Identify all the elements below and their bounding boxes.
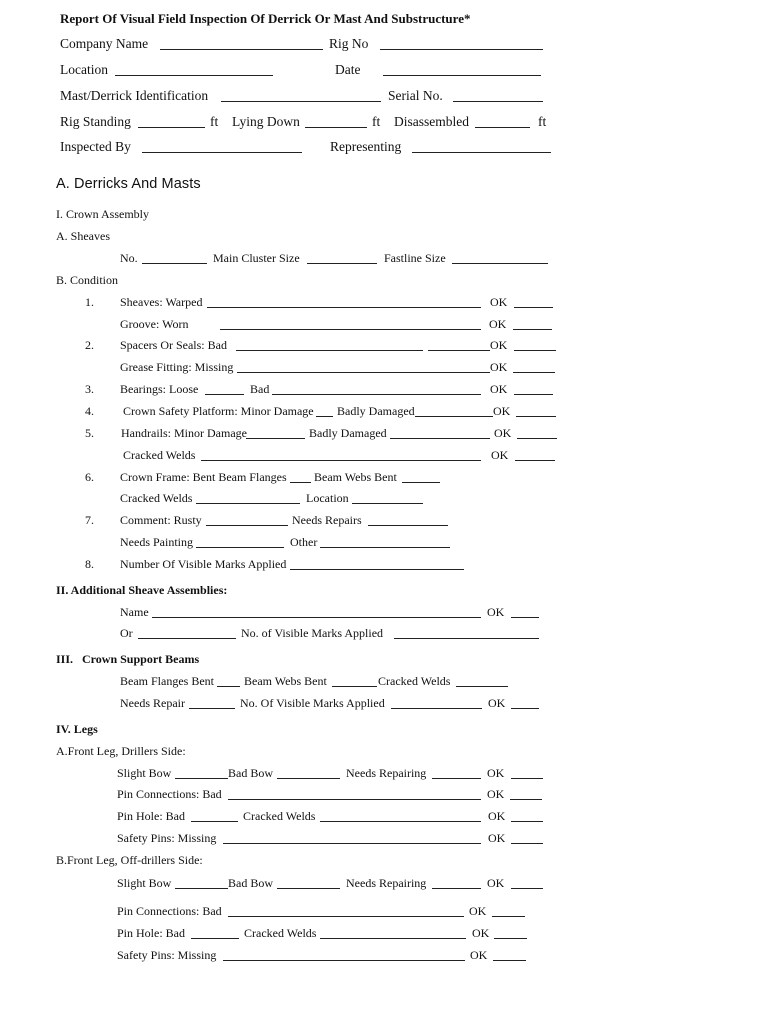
date-label: Date: [335, 62, 361, 77]
spacers-field[interactable]: [236, 350, 423, 351]
ok-label: OK: [493, 404, 511, 418]
front-drillers-heading: A.Front Leg, Drillers Side:: [56, 744, 186, 758]
ok-field[interactable]: [516, 416, 556, 417]
company-rig-row: [0, 37, 768, 57]
ok-field[interactable]: [517, 438, 557, 439]
ok-label: OK: [487, 876, 505, 890]
bad-bow-label: Bad Bow: [228, 876, 273, 890]
item-number: 4.: [85, 404, 94, 418]
frame-cracked-welds-field[interactable]: [196, 503, 300, 504]
cracked-welds-label: Cracked Welds: [243, 809, 316, 823]
needs-painting-label: Needs Painting: [120, 535, 193, 549]
front-off-drillers-heading: B.Front Leg, Off-drillers Side:: [56, 853, 203, 867]
ok-label: OK: [487, 766, 505, 780]
sheaves-row: [0, 229, 768, 249]
visible-marks-field[interactable]: [290, 569, 464, 570]
needs-repair-field[interactable]: [189, 708, 235, 709]
company-name-label: Company Name: [60, 36, 149, 51]
ok-field[interactable]: [511, 843, 543, 844]
disassembled-label: Disassembled: [394, 114, 469, 129]
handrails-minor-field[interactable]: [246, 438, 305, 439]
cracked-welds-row: [0, 448, 768, 468]
bearings-loose-field[interactable]: [205, 394, 244, 395]
ok-label: OK: [488, 696, 506, 710]
ok-label: OK: [469, 904, 487, 918]
groove-worn-row: [0, 317, 768, 337]
groove-worn-field[interactable]: [220, 329, 481, 330]
beam-webs-bent-field[interactable]: [402, 482, 440, 483]
rusty-field[interactable]: [206, 525, 288, 526]
badly-damaged-field[interactable]: [415, 416, 493, 417]
cracked-welds-field[interactable]: [456, 686, 508, 687]
flanges-bent-field[interactable]: [217, 686, 240, 687]
rig-standing-field[interactable]: [138, 127, 205, 128]
no-marks-field[interactable]: [391, 708, 482, 709]
sheaves-warped-label: Sheaves: Warped: [120, 295, 203, 309]
no-field[interactable]: [142, 263, 207, 264]
ok-field[interactable]: [514, 350, 556, 351]
ok-label: OK: [472, 926, 490, 940]
inspected-row: [0, 140, 768, 160]
main-cluster-label: Main Cluster Size: [213, 251, 300, 265]
ft-unit: ft: [372, 114, 381, 129]
support-beams-row: [0, 674, 768, 694]
safety-pins-field[interactable]: [223, 843, 481, 844]
sheave-or-row: [0, 626, 768, 646]
handrails-badly-field[interactable]: [390, 438, 490, 439]
ok-field[interactable]: [510, 799, 542, 800]
webs-bent-field[interactable]: [332, 686, 377, 687]
no-marks-field[interactable]: [394, 638, 539, 639]
slight-bow-label: Slight Bow: [117, 766, 172, 780]
pin-connections-field[interactable]: [228, 916, 464, 917]
ok-label: OK: [489, 317, 507, 331]
comment-row: [0, 513, 768, 533]
slight-bow-field[interactable]: [175, 888, 228, 889]
item-number: 6.: [85, 470, 94, 484]
date-field[interactable]: [383, 75, 541, 76]
minor-damage-field[interactable]: [316, 416, 333, 417]
item-number: 3.: [85, 382, 94, 396]
off-bow-row: [0, 876, 768, 896]
needs-repairing-label: Needs Repairing: [346, 876, 427, 890]
lying-down-field[interactable]: [305, 127, 367, 128]
legs-heading: IV. Legs: [56, 722, 98, 736]
crown-assembly-heading: I. Crown Assembly: [56, 207, 149, 221]
needs-repairs-field[interactable]: [368, 525, 448, 526]
spacers-label: Spacers Or Seals: Bad: [120, 338, 227, 352]
no-marks-label: No. of Visible Marks Applied: [241, 626, 384, 640]
sheaves-warped-row: [0, 295, 768, 315]
mast-id-field[interactable]: [221, 101, 381, 102]
needs-repairing-field[interactable]: [432, 888, 481, 889]
crown-frame-row: [0, 470, 768, 490]
pin-connections-field[interactable]: [228, 799, 481, 800]
ok-label: OK: [487, 605, 505, 619]
platform-label: Crown Safety Platform: Minor Damage: [123, 404, 314, 418]
ok-field[interactable]: [513, 329, 552, 330]
item-number: 5.: [85, 426, 94, 440]
badly-damaged-label: Badly Damaged: [337, 404, 415, 418]
ok-field[interactable]: [511, 617, 539, 618]
ok-field[interactable]: [511, 778, 543, 779]
bad-bow-field[interactable]: [277, 888, 340, 889]
bearings-loose-label: Bearings: Loose: [120, 382, 199, 396]
bent-flanges-field[interactable]: [290, 482, 311, 483]
other-field[interactable]: [320, 547, 450, 548]
painting-row: [0, 535, 768, 555]
bearings-row: [0, 382, 768, 402]
ok-label: OK: [490, 382, 508, 396]
ok-label: OK: [490, 338, 508, 352]
crown-support-row: [0, 652, 768, 672]
comment-rusty-label: Comment: Rusty: [120, 513, 202, 527]
off-pin-hole-row: [0, 926, 768, 946]
ok-field[interactable]: [492, 916, 525, 917]
ok-field[interactable]: [514, 307, 553, 308]
bad-bow-field[interactable]: [277, 778, 340, 779]
location-date-row: [0, 63, 768, 83]
visible-marks-label: Number Of Visible Marks Applied: [120, 557, 287, 571]
lying-down-label: Lying Down: [232, 114, 300, 129]
serial-no-label: Serial No.: [388, 88, 443, 103]
spacers-field-2[interactable]: [428, 350, 490, 351]
additional-sheave-heading: II. Additional Sheave Assemblies:: [56, 583, 228, 597]
crown-support-heading: III. Crown Support Beams: [56, 652, 200, 666]
pin-hole-label: Pin Hole: Bad: [117, 809, 185, 823]
slight-bow-field[interactable]: [175, 778, 228, 779]
cracked-welds-field[interactable]: [320, 821, 481, 822]
item-number: 2.: [85, 338, 94, 352]
sheave-sizes-row: [0, 251, 768, 271]
ok-field[interactable]: [511, 821, 543, 822]
ok-field[interactable]: [493, 960, 526, 961]
pin-hole-label: Pin Hole: Bad: [117, 926, 185, 940]
crown-frame-label: Crown Frame: Bent Beam Flanges: [120, 470, 287, 484]
drillers-bow-row: [0, 766, 768, 786]
crown-assembly-row: [0, 207, 768, 227]
safety-pins-label: Safety Pins: Missing: [117, 948, 217, 962]
ok-field[interactable]: [511, 888, 543, 889]
serial-no-field[interactable]: [453, 101, 543, 102]
platform-row: [0, 404, 768, 424]
no-label: No.: [120, 251, 138, 265]
main-cluster-field[interactable]: [307, 263, 377, 264]
ok-field[interactable]: [514, 394, 553, 395]
inspected-by-label: Inspected By: [60, 139, 131, 154]
item-number: 1.: [85, 295, 94, 309]
disassembled-field[interactable]: [475, 127, 530, 128]
fastline-label: Fastline Size: [384, 251, 446, 265]
bad-bow-label: Bad Bow: [228, 766, 273, 780]
off-safety-pins-row: [0, 948, 768, 968]
or-field[interactable]: [138, 638, 236, 639]
ok-field[interactable]: [494, 938, 527, 939]
bearings-bad-field[interactable]: [272, 394, 481, 395]
section-a-row: [0, 177, 768, 197]
name-field[interactable]: [152, 617, 481, 618]
sheaves-warped-field[interactable]: [207, 307, 481, 308]
ok-label: OK: [491, 448, 509, 462]
name-label: Name: [120, 605, 149, 619]
item-number: 8.: [85, 557, 94, 571]
grease-row: [0, 360, 768, 380]
other-label: Other: [290, 535, 318, 549]
mast-id-label: Mast/Derrick Identification: [60, 88, 209, 103]
safety-pins-label: Safety Pins: Missing: [117, 831, 217, 845]
cracked-welds-field[interactable]: [201, 460, 481, 461]
support-repair-row: [0, 696, 768, 716]
pin-connections-label: Pin Connections: Bad: [117, 904, 222, 918]
rig-no-field[interactable]: [380, 49, 543, 50]
ok-label: OK: [470, 948, 488, 962]
company-name-field[interactable]: [160, 49, 323, 50]
needs-painting-field[interactable]: [196, 547, 284, 548]
report-title: Report Of Visual Field Inspection Of Derrick Or Mast And Substructure*: [60, 11, 471, 26]
visible-marks-row: [0, 557, 768, 577]
cracked-welds-label: Cracked Welds: [123, 448, 196, 462]
webs-bent-label: Beam Webs Bent: [244, 674, 327, 688]
legs-row: [0, 722, 768, 742]
off-pin-conn-row: [0, 904, 768, 924]
needs-repairs-label: Needs Repairs: [292, 513, 362, 527]
mast-serial-row: [0, 89, 768, 109]
rig-standing-label: Rig Standing: [60, 114, 131, 129]
groove-worn-label: Groove: Worn: [120, 317, 189, 331]
section-a-heading: A. Derricks And Masts: [56, 176, 201, 192]
spacers-row: [0, 338, 768, 358]
needs-repair-label: Needs Repair: [120, 696, 185, 710]
frame-location-field[interactable]: [352, 503, 423, 504]
rig-no-label: Rig No: [329, 36, 369, 51]
safety-pins-field[interactable]: [223, 960, 465, 961]
representing-label: Representing: [330, 139, 402, 154]
inspected-by-field[interactable]: [142, 152, 302, 153]
bad-label: Bad: [250, 382, 270, 396]
drillers-safety-pins-row: [0, 831, 768, 851]
location-label: Location: [306, 491, 349, 505]
ok-label: OK: [494, 426, 512, 440]
needs-repairing-field[interactable]: [432, 778, 481, 779]
frame-welds-row: [0, 491, 768, 511]
location-field[interactable]: [115, 75, 273, 76]
ok-label: OK: [490, 360, 508, 374]
location-label: Location: [60, 62, 108, 77]
ok-field[interactable]: [513, 372, 555, 373]
pin-connections-label: Pin Connections: Bad: [117, 787, 222, 801]
item-number: 7.: [85, 513, 94, 527]
ft-unit: ft: [210, 114, 219, 129]
slight-bow-label: Slight Bow: [117, 876, 172, 890]
cracked-welds-label: Cracked Welds: [244, 926, 317, 940]
report-title-row: [0, 12, 768, 32]
cracked-welds-label: Cracked Welds: [120, 491, 193, 505]
ft-unit: ft: [538, 114, 547, 129]
drillers-pin-hole-row: [0, 809, 768, 829]
sheaves-heading: A. Sheaves: [56, 229, 110, 243]
additional-sheave-row: [0, 583, 768, 603]
or-label: Or: [120, 626, 133, 640]
ok-label: OK: [490, 295, 508, 309]
representing-field[interactable]: [412, 152, 551, 153]
cracked-welds-field[interactable]: [320, 938, 466, 939]
cracked-welds-label: Cracked Welds: [378, 674, 451, 688]
needs-repairing-label: Needs Repairing: [346, 766, 427, 780]
pin-hole-field[interactable]: [191, 938, 239, 939]
ok-label: OK: [488, 831, 506, 845]
pin-hole-field[interactable]: [191, 821, 238, 822]
handrails-row: [0, 426, 768, 446]
handrails-label: Handrails: Minor Damage: [121, 426, 247, 440]
sheave-name-row: [0, 605, 768, 625]
ok-label: OK: [488, 809, 506, 823]
front-drillers-row: [0, 744, 768, 764]
condition-heading: B. Condition: [56, 273, 119, 287]
ok-field[interactable]: [511, 708, 539, 709]
ok-label: OK: [487, 787, 505, 801]
drillers-pin-conn-row: [0, 787, 768, 807]
rig-position-row: [0, 115, 768, 135]
flanges-bent-label: Beam Flanges Bent: [120, 674, 214, 688]
fastline-field[interactable]: [452, 263, 548, 264]
grease-label: Grease Fitting: Missing: [120, 360, 234, 374]
front-off-row: [0, 853, 768, 873]
no-marks-label: No. Of Visible Marks Applied: [240, 696, 385, 710]
badly-damaged-label: Badly Damaged: [309, 426, 387, 440]
beam-webs-bent-label: Beam Webs Bent: [314, 470, 397, 484]
condition-row: [0, 273, 768, 293]
grease-field[interactable]: [237, 372, 490, 373]
ok-field[interactable]: [515, 460, 555, 461]
